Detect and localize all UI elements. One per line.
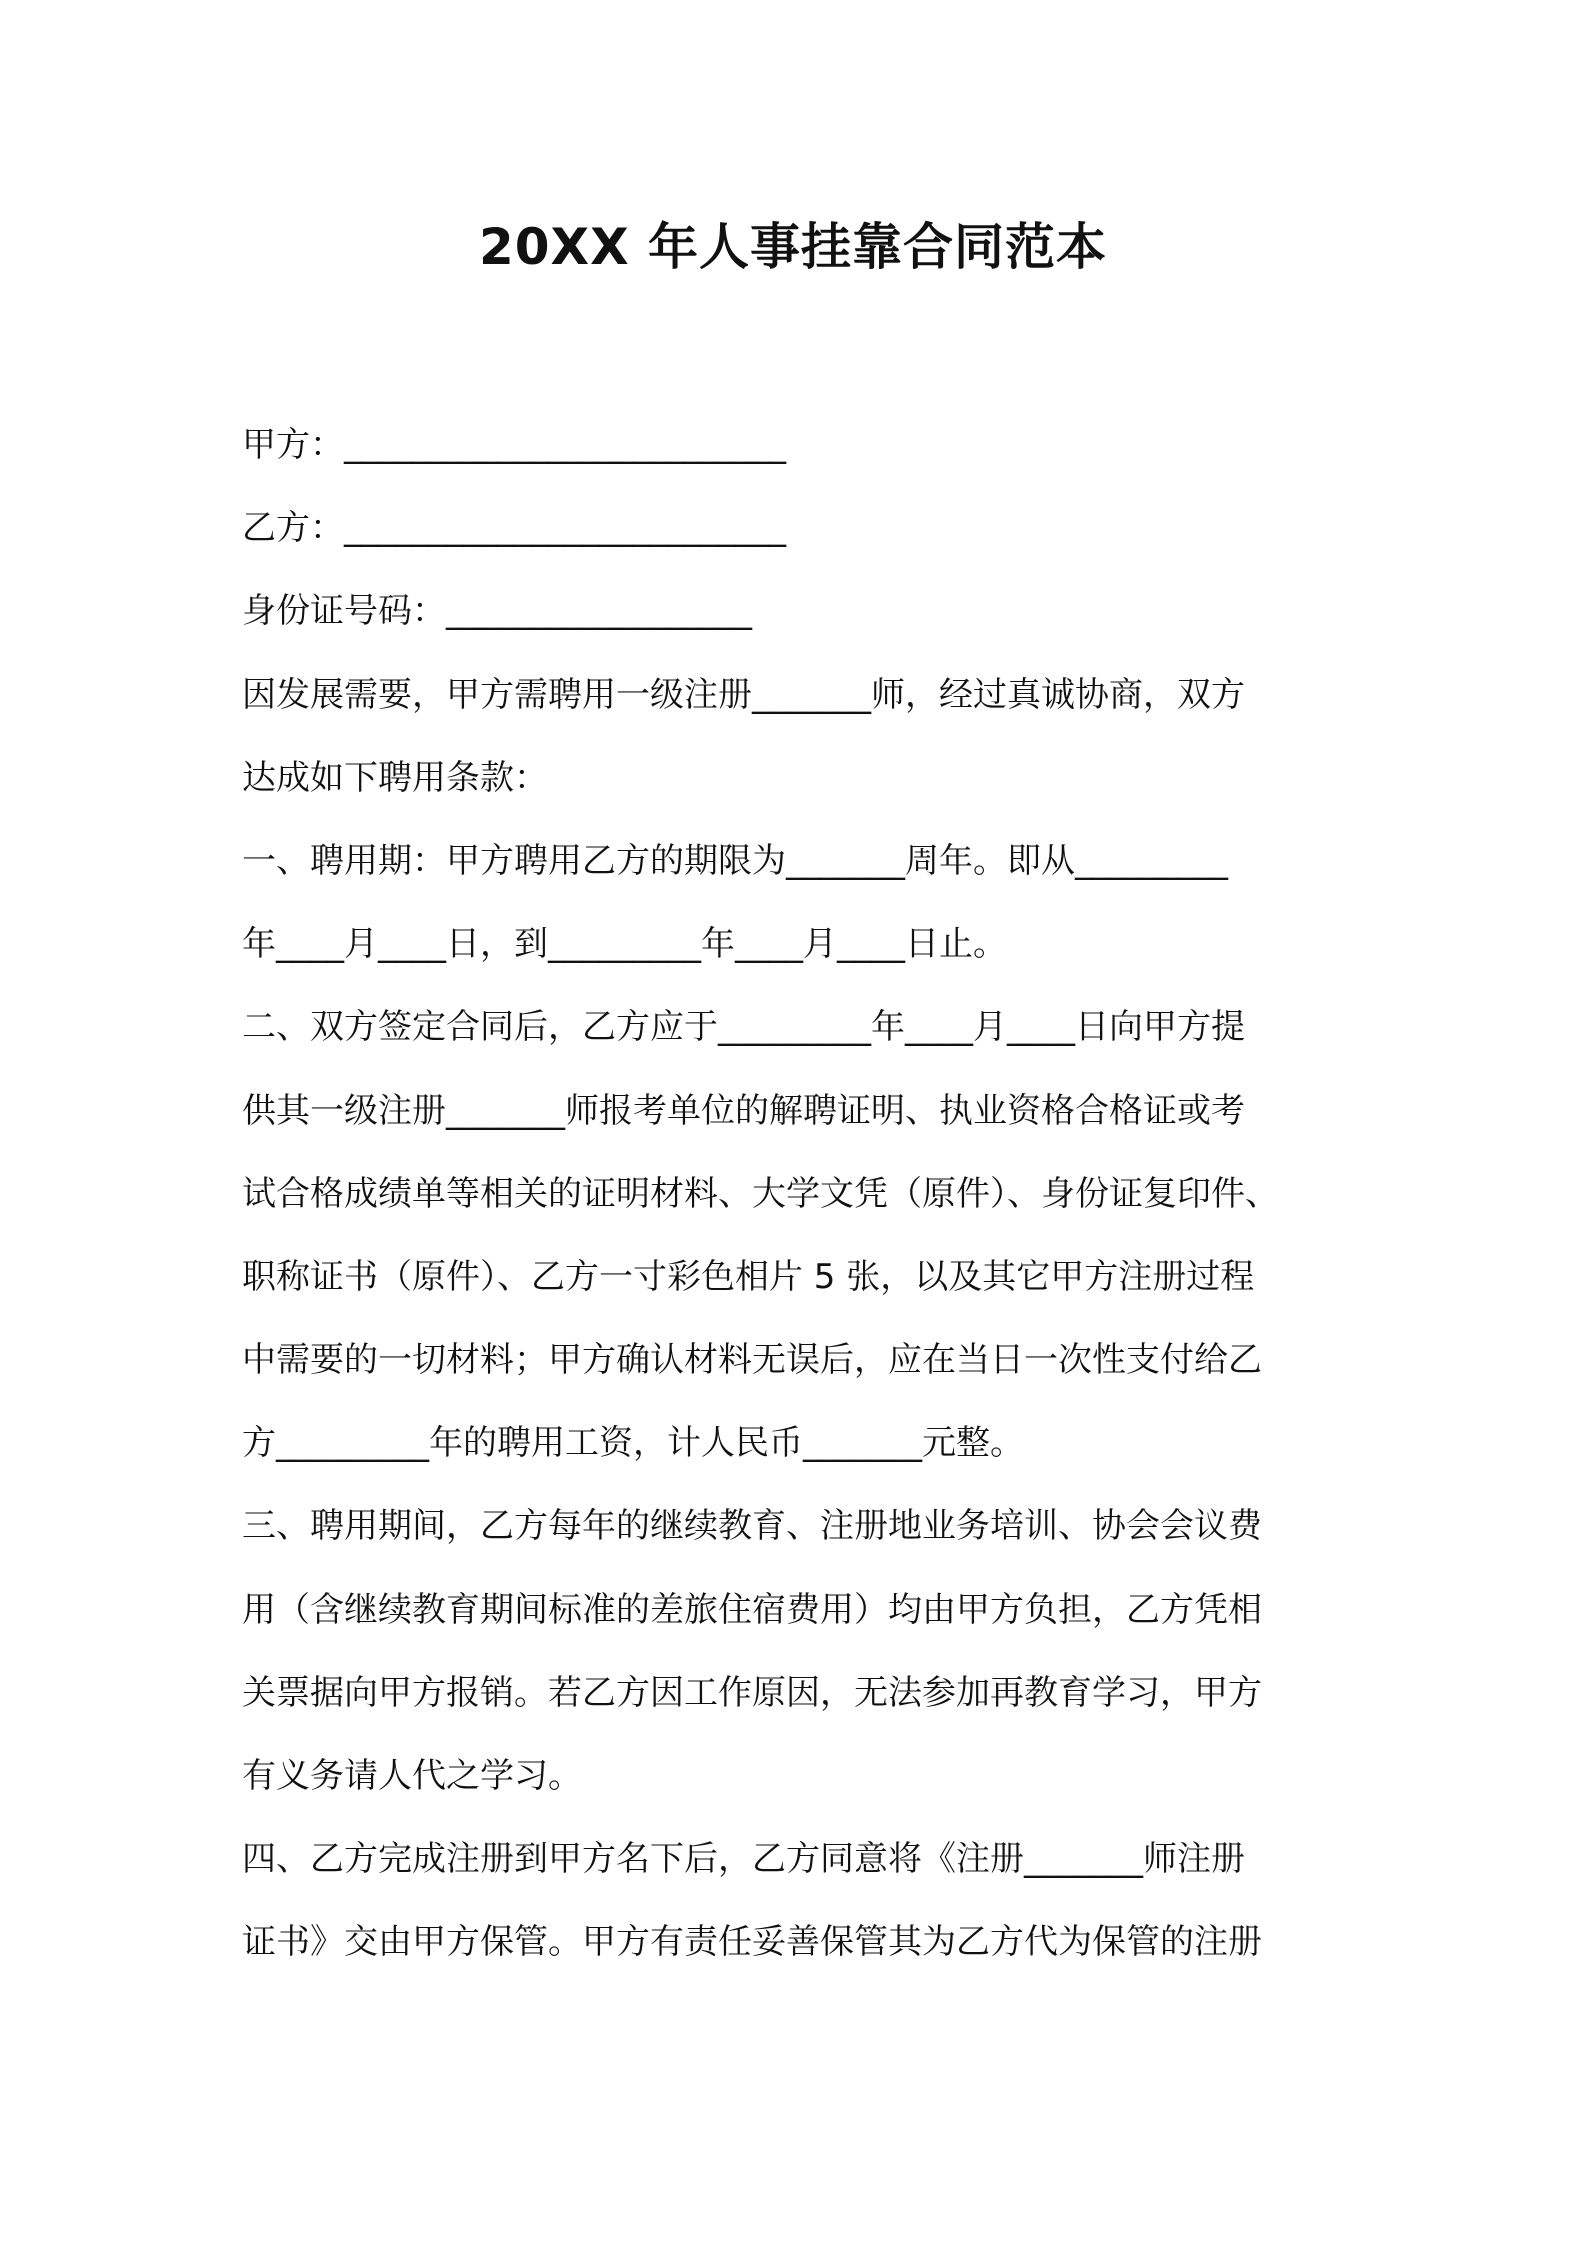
document-body bbox=[242, 404, 1356, 1985]
clause-4-line: 证书》交由甲方保管。甲方有责任妥善保管其为乙方代为保管的注册 bbox=[242, 1922, 1262, 1963]
clause-1-line: 年____月____日，到_________年____月____日止。 bbox=[242, 924, 1007, 965]
body-line: 因发展需要，甲方需聘用一级注册_______师，经过真诚协商，双方 bbox=[242, 674, 1245, 715]
clause-2-line: 试合格成绩单等相关的证明材料、大学文凭（原件）、身份证复印件、 bbox=[242, 1173, 1279, 1214]
party-a-line: 甲方：__________________________ bbox=[242, 425, 786, 465]
clause-3-line: 有义务请人代之学习。 bbox=[242, 1756, 582, 1796]
clause-3-line: 关票据向甲方报销。若乙方因工作原因，无法参加再教育学习，甲方 bbox=[242, 1672, 1262, 1713]
clause-2-line: 供其一级注册_______师报考单位的解聘证明、执业资格合格证或考 bbox=[242, 1090, 1245, 1131]
id-number-line: 身份证号码：__________________ bbox=[242, 591, 752, 632]
clause-3-line: 三、聘用期间，乙方每年的继续教育、注册地业务培训、协会会议费 bbox=[242, 1506, 1262, 1547]
clause-2-line: 二、双方签定合同后，乙方应于_________年____月____日向甲方提 bbox=[242, 1007, 1245, 1048]
clause-2-line: 职称证书（原件）、乙方一寸彩色相片 5 张，以及其它甲方注册过程 bbox=[242, 1256, 1255, 1297]
clause-4-line: 四、乙方完成注册到甲方名下后，乙方同意将《注册_______师注册 bbox=[242, 1839, 1245, 1880]
document-title: 20XX 年人事挂靠合同范本 bbox=[478, 218, 1108, 276]
clause-2-line: 方_________年的聘用工资，计人民币_______元整。 bbox=[242, 1423, 1024, 1464]
party-b-line: 乙方：__________________________ bbox=[242, 508, 786, 549]
body-line: 达成如下聘用条款： bbox=[242, 757, 548, 798]
clause-3-line: 用（含继续教育期间标准的差旅住宿费用）均由甲方负担，乙方凭相 bbox=[242, 1589, 1262, 1630]
clause-2-line: 中需要的一切材料；甲方确认材料无误后，应在当日一次性支付给乙 bbox=[242, 1340, 1262, 1381]
clause-1-line: 一、聘用期：甲方聘用乙方的期限为_______周年。即从_________ bbox=[242, 840, 1228, 881]
